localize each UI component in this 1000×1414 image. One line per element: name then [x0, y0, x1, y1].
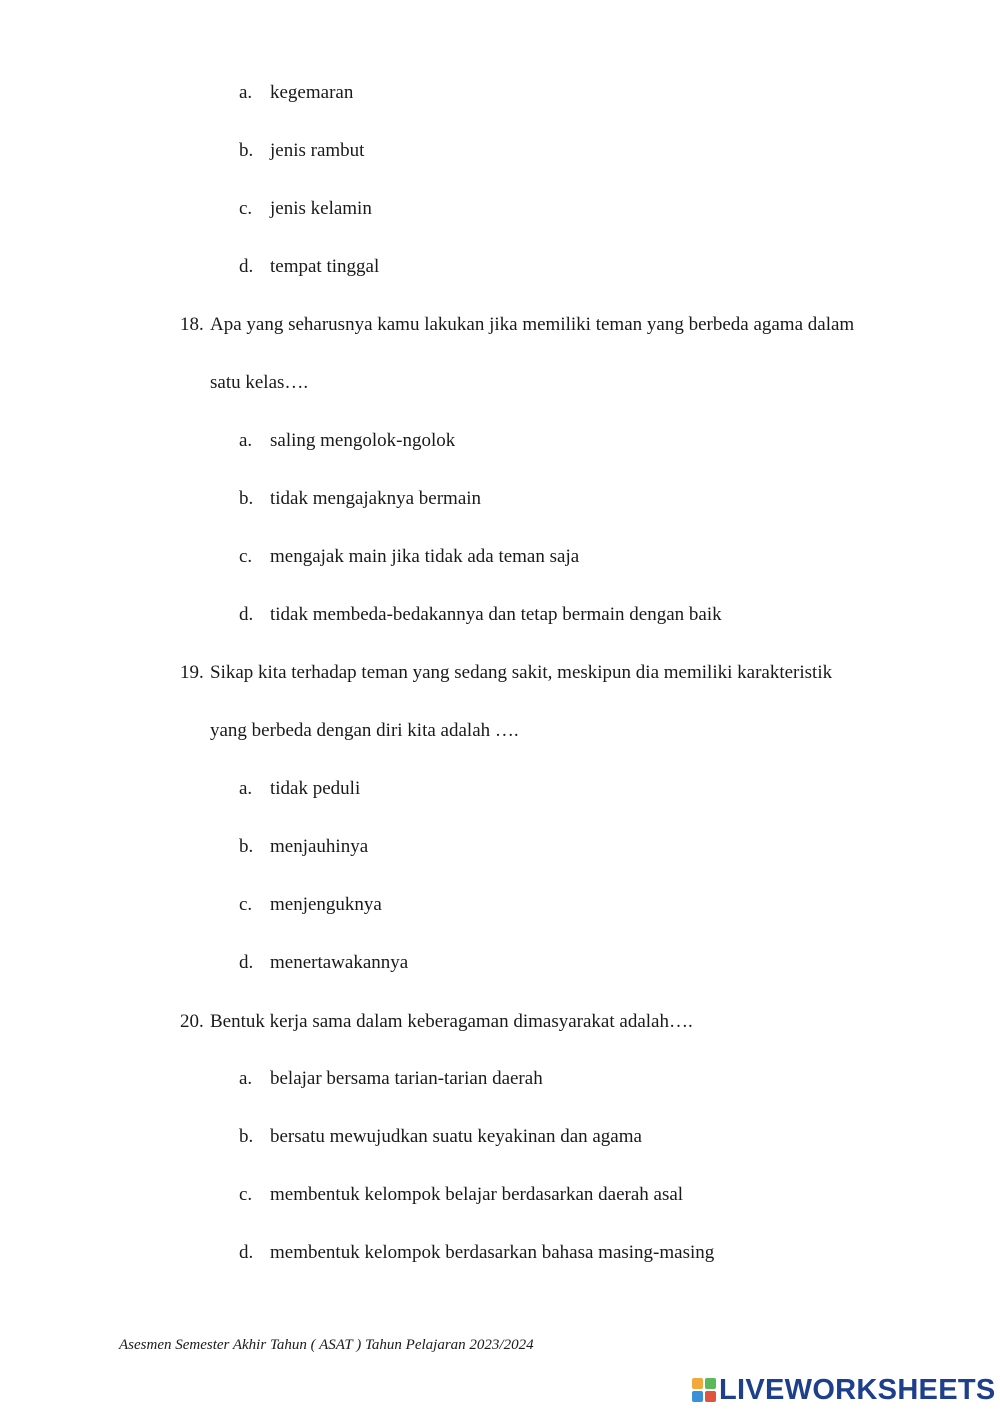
option-letter: b.	[239, 1126, 254, 1147]
option-letter: b.	[239, 836, 254, 857]
option-letter: a.	[239, 1068, 253, 1089]
option-text: belajar bersama tarian-tarian daerah	[270, 1068, 543, 1089]
logo-tile	[692, 1391, 703, 1402]
logo-tile	[705, 1378, 716, 1389]
option-letter: a.	[239, 778, 253, 799]
option-text: saling mengolok-ngolok	[270, 430, 456, 451]
page-footer: Asesmen Semester Akhir Tahun ( ASAT ) Tahun Pelajaran 2023/2024	[119, 1337, 534, 1353]
option-text: menjenguknya	[270, 894, 382, 915]
option-letter: b.	[239, 140, 254, 161]
option-text: jenis rambut	[270, 140, 365, 161]
option-letter: b.	[239, 488, 254, 509]
option-letter: d.	[239, 952, 254, 973]
logo-tile	[705, 1391, 716, 1402]
option-text: tidak peduli	[270, 778, 361, 799]
option-text: tidak mengajaknya bermain	[270, 488, 482, 509]
option-letter: c.	[239, 198, 253, 219]
option-text: kegemaran	[270, 82, 354, 103]
option-text: membentuk kelompok belajar berdasarkan daerah asal	[270, 1184, 684, 1205]
option-text: menjauhinya	[270, 836, 369, 857]
option-letter: c.	[239, 1184, 253, 1205]
option-letter: a.	[239, 430, 253, 451]
question-number: 20.	[180, 1011, 204, 1032]
option-letter: a.	[239, 82, 253, 103]
option-letter: d.	[239, 256, 254, 277]
question-number: 18.	[180, 314, 204, 335]
option-letter: c.	[239, 894, 253, 915]
brand-name: LIVEWORKSHEETS	[719, 1374, 996, 1406]
option-text: menertawakannya	[270, 952, 409, 973]
option-text: membentuk kelompok berdasarkan bahasa masing-masing	[270, 1242, 715, 1263]
option-text: jenis kelamin	[270, 198, 372, 219]
option-letter: d.	[239, 604, 254, 625]
liveworksheets-brand[interactable]	[692, 1373, 996, 1407]
option-text: tidak membeda-bedakannya dan tetap bermain dengan baik	[270, 604, 722, 625]
option-text: bersatu mewujudkan suatu keyakinan dan agama	[270, 1126, 642, 1147]
option-text: mengajak main jika tidak ada teman saja	[270, 546, 580, 567]
question-text: yang berbeda dengan diri kita adalah ….	[210, 720, 519, 741]
option-letter: d.	[239, 1242, 254, 1263]
option-text: tempat tinggal	[270, 256, 380, 277]
question-text: Sikap kita terhadap teman yang sedang sakit, meskipun dia memiliki karakteristik	[210, 662, 833, 683]
question-text: Apa yang seharusnya kamu lakukan jika memiliki teman yang berbeda agama dalam	[210, 314, 855, 335]
question-text: satu kelas….	[210, 372, 309, 393]
option-letter: c.	[239, 546, 253, 567]
liveworksheets-logo-icon	[692, 1378, 716, 1402]
logo-tile	[692, 1378, 703, 1389]
question-text: Bentuk kerja sama dalam keberagaman dimasyarakat adalah….	[210, 1011, 693, 1032]
question-number: 19.	[180, 662, 204, 683]
